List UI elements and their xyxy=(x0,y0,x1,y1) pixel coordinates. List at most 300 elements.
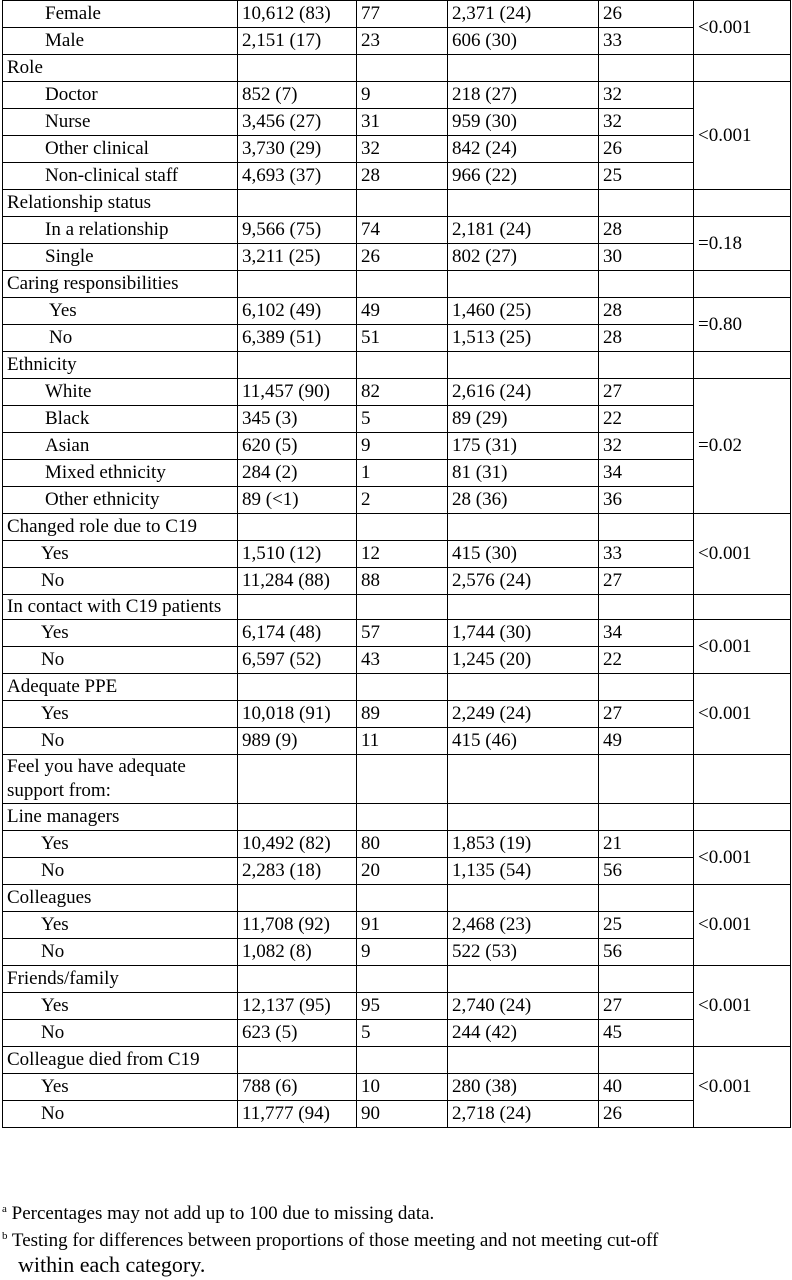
value-cell: 77 xyxy=(357,1,448,28)
p-value-cell: <0.001 xyxy=(694,514,791,595)
value-cell xyxy=(599,755,694,804)
value-cell: 10,492 (82) xyxy=(238,831,357,858)
value-cell xyxy=(238,885,357,912)
value-cell: 12 xyxy=(357,541,448,568)
value-cell: 22 xyxy=(599,406,694,433)
value-cell xyxy=(357,804,448,831)
value-cell: 2,718 (24) xyxy=(448,1101,599,1128)
table-row xyxy=(3,217,791,244)
section-label xyxy=(3,966,238,993)
table-row xyxy=(3,82,791,109)
value-cell xyxy=(357,674,448,701)
row-label-text: Friends/family xyxy=(7,968,119,989)
value-cell: 3,730 (29) xyxy=(238,136,357,163)
table-row xyxy=(3,858,791,885)
row-label-text: Yes xyxy=(41,1076,69,1097)
table-row xyxy=(3,163,791,190)
row-label-text: Line managers xyxy=(7,806,120,827)
table-row xyxy=(3,912,791,939)
row-label xyxy=(3,325,238,352)
value-cell: 34 xyxy=(599,460,694,487)
table-section-row xyxy=(3,885,791,912)
row-label-text: Colleague died from C19 xyxy=(7,1049,200,1070)
value-cell: 6,174 (48) xyxy=(238,620,357,647)
value-cell: 36 xyxy=(599,487,694,514)
row-label xyxy=(3,28,238,55)
row-label xyxy=(3,217,238,244)
section-label xyxy=(3,755,238,804)
row-label-text: Black xyxy=(45,408,90,429)
table-row xyxy=(3,1101,791,1128)
value-cell xyxy=(599,966,694,993)
section-label xyxy=(3,674,238,701)
value-cell xyxy=(357,755,448,804)
row-label-text: Doctor xyxy=(45,84,98,105)
results-table-body xyxy=(3,1,791,1128)
table-row xyxy=(3,487,791,514)
p-value-cell: <0.001 xyxy=(694,1047,791,1128)
value-cell: 2,616 (24) xyxy=(448,379,599,406)
value-cell: 10 xyxy=(357,1074,448,1101)
value-cell xyxy=(599,55,694,82)
value-cell: 95 xyxy=(357,993,448,1020)
table-row xyxy=(3,28,791,55)
value-cell: 9 xyxy=(357,939,448,966)
row-label xyxy=(3,433,238,460)
value-cell: 9,566 (75) xyxy=(238,217,357,244)
row-label xyxy=(3,1074,238,1101)
value-cell: 11,708 (92) xyxy=(238,912,357,939)
footnote-a: $^a$ Percentages may not add up to 100 due to missing data. xyxy=(2,1203,435,1224)
value-cell xyxy=(448,966,599,993)
row-label-text: Male xyxy=(45,30,85,51)
value-cell xyxy=(599,595,694,620)
value-cell: 26 xyxy=(599,1101,694,1128)
value-cell: 82 xyxy=(357,379,448,406)
value-cell xyxy=(238,352,357,379)
row-label-text: Yes xyxy=(41,543,69,564)
value-cell: 5 xyxy=(357,1020,448,1047)
value-cell xyxy=(448,755,599,804)
table-section-row xyxy=(3,55,791,82)
row-label-text: Yes xyxy=(41,622,69,643)
value-cell: 1 xyxy=(357,460,448,487)
row-label-text: Colleagues xyxy=(7,887,92,908)
table-section-row xyxy=(3,595,791,620)
row-label xyxy=(3,406,238,433)
value-cell: 1,460 (25) xyxy=(448,298,599,325)
value-cell xyxy=(599,1047,694,1074)
row-label-text: Other clinical xyxy=(45,138,149,159)
value-cell: 606 (30) xyxy=(448,28,599,55)
value-cell: 89 (29) xyxy=(448,406,599,433)
value-cell: 49 xyxy=(599,728,694,755)
value-cell xyxy=(448,190,599,217)
row-label-text: Relationship status xyxy=(7,192,152,213)
p-value-cell: <0.001 xyxy=(694,620,791,674)
value-cell: 11 xyxy=(357,728,448,755)
row-label xyxy=(3,568,238,595)
row-label-text: In a relationship xyxy=(45,219,169,240)
value-cell xyxy=(599,674,694,701)
value-cell xyxy=(357,352,448,379)
section-label xyxy=(3,595,238,620)
p-value-cell xyxy=(694,55,791,82)
value-cell: 91 xyxy=(357,912,448,939)
value-cell: 22 xyxy=(599,647,694,674)
value-cell: 2,249 (24) xyxy=(448,701,599,728)
value-cell: 40 xyxy=(599,1074,694,1101)
value-cell: 1,245 (20) xyxy=(448,647,599,674)
value-cell: 51 xyxy=(357,325,448,352)
value-cell: 1,135 (54) xyxy=(448,858,599,885)
row-label xyxy=(3,163,238,190)
value-cell: 2,740 (24) xyxy=(448,993,599,1020)
row-label xyxy=(3,993,238,1020)
row-label-text: In contact with C19 patients xyxy=(7,596,222,617)
value-cell: 1,082 (8) xyxy=(238,939,357,966)
value-cell: 2,468 (23) xyxy=(448,912,599,939)
value-cell xyxy=(238,271,357,298)
value-cell xyxy=(357,1047,448,1074)
value-cell xyxy=(238,55,357,82)
p-value-cell xyxy=(694,352,791,379)
value-cell xyxy=(599,190,694,217)
value-cell: 345 (3) xyxy=(238,406,357,433)
row-label-text: Yes xyxy=(49,300,77,321)
value-cell: 989 (9) xyxy=(238,728,357,755)
value-cell xyxy=(238,595,357,620)
value-cell: 28 xyxy=(599,325,694,352)
row-label xyxy=(3,831,238,858)
value-cell: 45 xyxy=(599,1020,694,1047)
section-label xyxy=(3,352,238,379)
row-label-text: Changed role due to C19 xyxy=(7,516,197,537)
row-label-text: No xyxy=(41,649,65,670)
row-label-text: Nurse xyxy=(45,111,91,132)
table-row xyxy=(3,939,791,966)
value-cell xyxy=(599,804,694,831)
value-cell: 9 xyxy=(357,433,448,460)
value-cell: 23 xyxy=(357,28,448,55)
value-cell: 56 xyxy=(599,939,694,966)
row-label-text: Adequate PPE xyxy=(7,676,118,697)
table-row xyxy=(3,728,791,755)
value-cell: 89 xyxy=(357,701,448,728)
table-row xyxy=(3,1020,791,1047)
value-cell: 10,018 (91) xyxy=(238,701,357,728)
row-label-text: No xyxy=(41,730,65,751)
value-cell: 9 xyxy=(357,82,448,109)
value-cell: 620 (5) xyxy=(238,433,357,460)
p-value-cell: <0.001 xyxy=(694,1,791,55)
row-label-text: White xyxy=(45,381,92,402)
row-label xyxy=(3,244,238,271)
value-cell: 89 (<1) xyxy=(238,487,357,514)
value-cell: 6,597 (52) xyxy=(238,647,357,674)
value-cell xyxy=(448,1047,599,1074)
value-cell: 522 (53) xyxy=(448,939,599,966)
p-value-cell: <0.001 xyxy=(694,966,791,1047)
table-row xyxy=(3,1,791,28)
row-label xyxy=(3,136,238,163)
p-value-cell: =0.80 xyxy=(694,298,791,352)
value-cell xyxy=(238,514,357,541)
value-cell xyxy=(357,514,448,541)
row-label-text: Yes xyxy=(41,914,69,935)
value-cell: 6,389 (51) xyxy=(238,325,357,352)
value-cell: 32 xyxy=(599,433,694,460)
table-row xyxy=(3,460,791,487)
row-label-text: Female xyxy=(45,3,101,24)
value-cell: 28 (36) xyxy=(448,487,599,514)
row-label-text: Yes xyxy=(41,703,69,724)
value-cell: 28 xyxy=(599,298,694,325)
p-value-cell: <0.001 xyxy=(694,674,791,755)
row-label xyxy=(3,620,238,647)
p-value-cell: <0.001 xyxy=(694,885,791,966)
row-label xyxy=(3,82,238,109)
value-cell: 32 xyxy=(357,136,448,163)
table-section-row xyxy=(3,514,791,541)
table-row xyxy=(3,568,791,595)
value-cell: 33 xyxy=(599,541,694,568)
value-cell: 80 xyxy=(357,831,448,858)
value-cell: 959 (30) xyxy=(448,109,599,136)
table-row xyxy=(3,620,791,647)
row-label xyxy=(3,728,238,755)
row-label-text: No xyxy=(41,570,65,591)
row-label-text: Caring responsibilities xyxy=(7,273,179,294)
value-cell: 623 (5) xyxy=(238,1020,357,1047)
value-cell: 11,284 (88) xyxy=(238,568,357,595)
value-cell: 27 xyxy=(599,379,694,406)
value-cell: 11,777 (94) xyxy=(238,1101,357,1128)
table-footnotes xyxy=(2,1198,788,1278)
section-label xyxy=(3,885,238,912)
table-row xyxy=(3,379,791,406)
value-cell: 21 xyxy=(599,831,694,858)
value-cell: 57 xyxy=(357,620,448,647)
table-section-row xyxy=(3,352,791,379)
value-cell: 852 (7) xyxy=(238,82,357,109)
value-cell xyxy=(599,514,694,541)
row-label-text: No xyxy=(41,1022,65,1043)
p-value-cell xyxy=(694,595,791,620)
row-label-text: Mixed ethnicity xyxy=(45,462,166,483)
row-label-text: Yes xyxy=(41,995,69,1016)
value-cell xyxy=(238,1047,357,1074)
table-row xyxy=(3,647,791,674)
value-cell: 175 (31) xyxy=(448,433,599,460)
value-cell: 74 xyxy=(357,217,448,244)
footnote-b-continued: within each category. xyxy=(18,1252,206,1277)
value-cell xyxy=(357,271,448,298)
value-cell xyxy=(238,674,357,701)
section-label xyxy=(3,804,238,831)
value-cell xyxy=(448,352,599,379)
row-label-text: No xyxy=(49,327,73,348)
table-section-row xyxy=(3,966,791,993)
value-cell: 415 (30) xyxy=(448,541,599,568)
value-cell: 90 xyxy=(357,1101,448,1128)
row-label-text: No xyxy=(41,941,65,962)
value-cell: 32 xyxy=(599,82,694,109)
row-label-text: Single xyxy=(45,246,94,267)
row-label-text: Yes xyxy=(41,833,69,854)
section-label xyxy=(3,1047,238,1074)
table-section-row xyxy=(3,755,791,804)
value-cell: 56 xyxy=(599,858,694,885)
section-label xyxy=(3,190,238,217)
row-label-text: Asian xyxy=(45,435,90,456)
value-cell xyxy=(448,514,599,541)
value-cell xyxy=(238,755,357,804)
row-label xyxy=(3,1020,238,1047)
row-label-text: Ethnicity xyxy=(7,354,77,375)
row-label xyxy=(3,912,238,939)
row-label xyxy=(3,460,238,487)
value-cell: 3,456 (27) xyxy=(238,109,357,136)
value-cell xyxy=(448,55,599,82)
footnote-b: $^b$ Testing for differences between proportions of those meeting and not meeting cut-off xyxy=(2,1230,659,1251)
value-cell: 802 (27) xyxy=(448,244,599,271)
value-cell: 31 xyxy=(357,109,448,136)
table-section-row xyxy=(3,674,791,701)
value-cell: 49 xyxy=(357,298,448,325)
value-cell: 2,151 (17) xyxy=(238,28,357,55)
value-cell: 88 xyxy=(357,568,448,595)
p-value-cell: <0.001 xyxy=(694,82,791,190)
p-value-cell xyxy=(694,755,791,804)
value-cell: 788 (6) xyxy=(238,1074,357,1101)
value-cell: 12,137 (95) xyxy=(238,993,357,1020)
value-cell xyxy=(357,966,448,993)
value-cell xyxy=(599,885,694,912)
value-cell: 33 xyxy=(599,28,694,55)
value-cell: 27 xyxy=(599,993,694,1020)
value-cell: 27 xyxy=(599,701,694,728)
table-row xyxy=(3,109,791,136)
value-cell: 28 xyxy=(599,217,694,244)
table-row xyxy=(3,325,791,352)
row-label-text: Non-clinical staff xyxy=(45,165,179,186)
row-label xyxy=(3,487,238,514)
value-cell: 1,853 (19) xyxy=(448,831,599,858)
row-label-text: No xyxy=(41,1103,65,1124)
row-label xyxy=(3,1,238,28)
value-cell: 30 xyxy=(599,244,694,271)
value-cell: 43 xyxy=(357,647,448,674)
value-cell: 6,102 (49) xyxy=(238,298,357,325)
value-cell: 26 xyxy=(599,136,694,163)
table-section-row xyxy=(3,804,791,831)
value-cell: 1,744 (30) xyxy=(448,620,599,647)
row-label xyxy=(3,939,238,966)
value-cell: 2,576 (24) xyxy=(448,568,599,595)
section-label xyxy=(3,55,238,82)
table-row xyxy=(3,993,791,1020)
row-label-text: Other ethnicity xyxy=(45,489,160,510)
value-cell xyxy=(238,966,357,993)
row-label xyxy=(3,647,238,674)
value-cell xyxy=(448,271,599,298)
p-value-cell xyxy=(694,190,791,217)
value-cell xyxy=(599,271,694,298)
row-label xyxy=(3,1101,238,1128)
value-cell: 5 xyxy=(357,406,448,433)
results-table xyxy=(2,0,791,1128)
value-cell xyxy=(238,190,357,217)
value-cell: 10,612 (83) xyxy=(238,1,357,28)
value-cell: 1,513 (25) xyxy=(448,325,599,352)
value-cell: 2,283 (18) xyxy=(238,858,357,885)
table-row xyxy=(3,831,791,858)
value-cell: 20 xyxy=(357,858,448,885)
table-section-row xyxy=(3,190,791,217)
value-cell xyxy=(357,55,448,82)
value-cell: 34 xyxy=(599,620,694,647)
table-section-row xyxy=(3,271,791,298)
row-label xyxy=(3,379,238,406)
value-cell: 280 (38) xyxy=(448,1074,599,1101)
row-label xyxy=(3,541,238,568)
table-row xyxy=(3,1074,791,1101)
table-row xyxy=(3,136,791,163)
value-cell: 2,371 (24) xyxy=(448,1,599,28)
row-label xyxy=(3,298,238,325)
value-cell: 25 xyxy=(599,163,694,190)
value-cell: 842 (24) xyxy=(448,136,599,163)
results-table-container xyxy=(2,0,791,1128)
value-cell: 81 (31) xyxy=(448,460,599,487)
table-section-row xyxy=(3,1047,791,1074)
value-cell: 2 xyxy=(357,487,448,514)
value-cell: 415 (46) xyxy=(448,728,599,755)
value-cell: 244 (42) xyxy=(448,1020,599,1047)
value-cell: 26 xyxy=(357,244,448,271)
value-cell: 11,457 (90) xyxy=(238,379,357,406)
value-cell xyxy=(357,595,448,620)
row-label xyxy=(3,701,238,728)
p-value-cell: =0.02 xyxy=(694,379,791,514)
value-cell: 27 xyxy=(599,568,694,595)
value-cell xyxy=(238,804,357,831)
value-cell: 966 (22) xyxy=(448,163,599,190)
table-row xyxy=(3,406,791,433)
value-cell xyxy=(448,804,599,831)
p-value-cell: <0.001 xyxy=(694,831,791,885)
table-row xyxy=(3,701,791,728)
row-label xyxy=(3,109,238,136)
value-cell: 32 xyxy=(599,109,694,136)
p-value-cell xyxy=(694,271,791,298)
value-cell: 3,211 (25) xyxy=(238,244,357,271)
table-row xyxy=(3,541,791,568)
value-cell: 25 xyxy=(599,912,694,939)
value-cell xyxy=(357,190,448,217)
row-label-text: Role xyxy=(7,57,43,78)
value-cell: 4,693 (37) xyxy=(238,163,357,190)
value-cell: 2,181 (24) xyxy=(448,217,599,244)
row-label xyxy=(3,858,238,885)
table-row xyxy=(3,298,791,325)
value-cell: 28 xyxy=(357,163,448,190)
section-label xyxy=(3,271,238,298)
row-label-text: Feel you have adequate support from: xyxy=(7,756,186,801)
section-label xyxy=(3,514,238,541)
value-cell xyxy=(448,595,599,620)
